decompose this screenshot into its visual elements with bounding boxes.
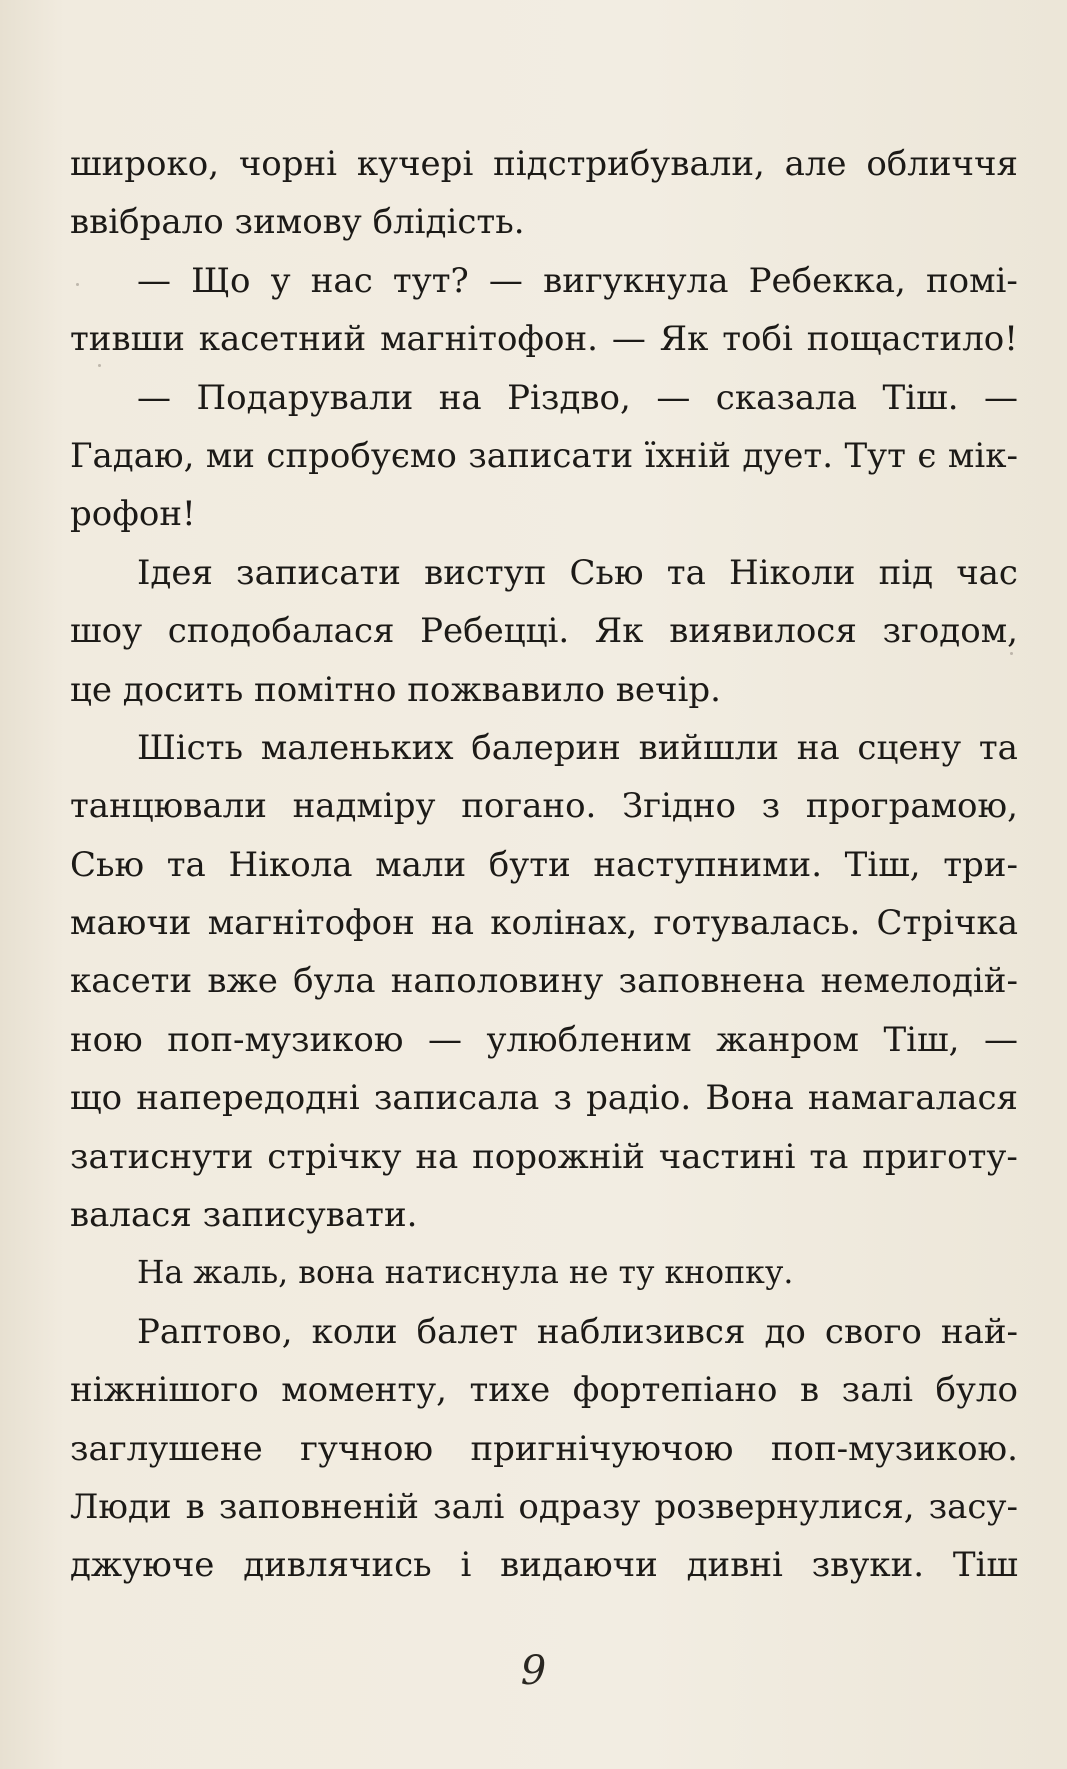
text-line: Гадаю, ми спробуємо записати їхній дует. Тут є мік-: [70, 435, 1018, 476]
text-line: — Що у нас тут? — вигукнула Ребекка, помі-: [137, 260, 1018, 301]
text-line: танцювали надміру погано. Згідно з програмою,: [70, 786, 1018, 827]
text-line: широко, чорні кучері підстрибували, але обличчя: [70, 144, 1018, 184]
text-line: що напередодні записала з радіо. Вона намагалася: [70, 1078, 1018, 1119]
page-number: 9: [520, 1648, 547, 1694]
text-line: ною поп-музикою — улюбленим жанром Тіш, —: [70, 1019, 1018, 1060]
text-line: ввібрало зимову блідість.: [70, 202, 525, 243]
text-line: Люди в заповненій залі одразу розвернулися, засу-: [70, 1486, 1018, 1527]
text-line: — Подарували на Різдво, — сказала Тіш. —: [137, 377, 1018, 418]
text-line: це досить помітно пожвавило вечір.: [70, 669, 721, 710]
text-line: шоу сподобалася Ребецці. Як виявилося згодом,: [70, 611, 1018, 652]
text-line: Раптово, коли балет наблизився до свого най-: [137, 1311, 1018, 1352]
text-line: маючи магнітофон на колінах, готувалась. Стрічка: [70, 903, 1018, 944]
text-line: касети вже була наполовину заповнена немелодій-: [70, 961, 1018, 1002]
text-line: валася записувати.: [70, 1195, 418, 1236]
text-line: тивши касетний магнітофон. — Як тобі пощастило!: [70, 319, 1018, 360]
text-line: затиснути стрічку на порожній частині та приготу-: [70, 1136, 1018, 1177]
page-body-text: [70, 135, 1018, 1595]
text-line: Сью та Нікола мали бути наступними. Тіш, три-: [70, 844, 1018, 885]
text-line: рофон!: [70, 494, 196, 535]
text-line: Ідея записати виступ Сью та Ніколи під час: [137, 552, 1018, 593]
text-line: заглушене гучною пригнічуючою поп-музикою.: [70, 1428, 1018, 1469]
paper-speck: [98, 364, 101, 367]
text-line: Шість маленьких балерин вийшли на сцену та: [137, 727, 1018, 768]
text-line: На жаль, вона натиснула не ту кнопку.: [137, 1255, 794, 1292]
paper-speck: [76, 283, 79, 286]
paper-speck: [1010, 652, 1013, 655]
text-line: ніжнішого моменту, тихе фортепіано в залі було: [70, 1370, 1018, 1411]
text-line: джуюче дивлячись і видаючи дивні звуки. Тіш: [70, 1545, 1018, 1586]
